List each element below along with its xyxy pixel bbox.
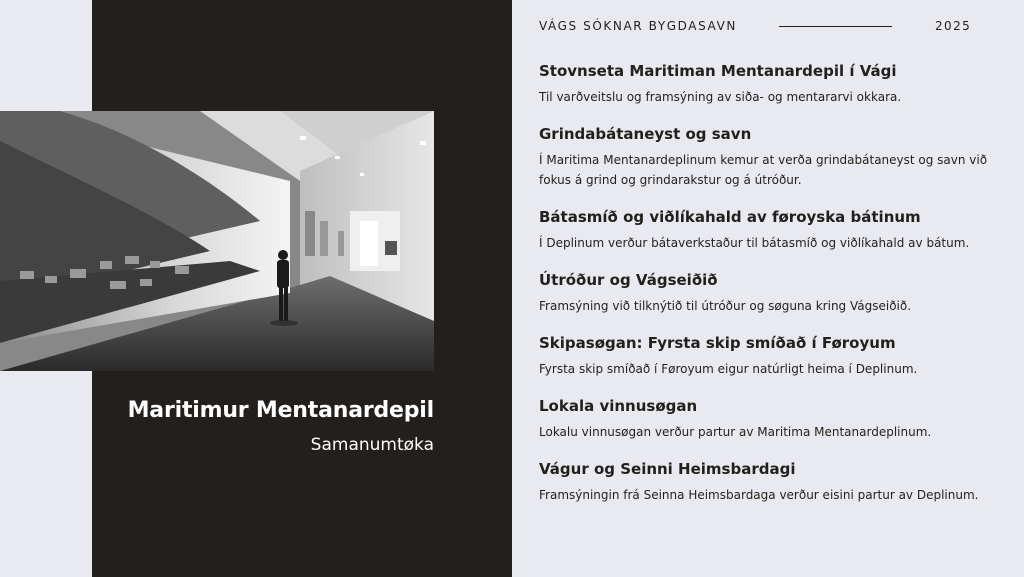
section-text: Til varðveitslu og framsýning av siða- og mentararvi okkara. bbox=[539, 90, 902, 104]
section-item bbox=[539, 125, 1009, 190]
section-item bbox=[539, 397, 1009, 442]
section-item bbox=[539, 62, 1009, 107]
section-item bbox=[539, 271, 1009, 316]
section-heading: Skipasøgan: Fyrsta skip smíðað í Føroyum bbox=[539, 334, 896, 352]
header-divider bbox=[779, 26, 892, 27]
section-text: Framsýning við tilknýtið til útróður og søguna kring Vágseiðið. bbox=[539, 299, 912, 313]
section-heading: Vágur og Seinni Heimsbardagi bbox=[539, 460, 796, 478]
hero-subtitle: Samanumtøka bbox=[310, 435, 434, 455]
section-item bbox=[539, 208, 1009, 253]
section-text: Í Maritima Mentanardeplinum kemur at verða grindabátaneyst og savn við fokus á grind og grindarakstur og á útróður. bbox=[539, 153, 988, 187]
section-heading: Bátasmíð og viðlíkahald av føroyska bátinum bbox=[539, 208, 921, 226]
sections-list bbox=[539, 62, 1009, 523]
hero-title: Maritimur Mentanardepil bbox=[127, 398, 434, 423]
section-item bbox=[539, 334, 1009, 379]
header-year: 2025 bbox=[935, 19, 972, 33]
section-text: Í Deplinum verður bátaverkstaður til bátasmíð og viðlíkahald av bátum. bbox=[539, 236, 970, 250]
museum-gallery-photo bbox=[0, 111, 434, 371]
section-text: Framsýningin frá Seinna Heimsbardaga verður eisini partur av Deplinum. bbox=[539, 488, 979, 502]
section-heading: Stovnseta Maritiman Mentanardepil í Vági bbox=[539, 62, 897, 80]
section-text: Fyrsta skip smíðað í Føroyum eigur natúrligt heima í Deplinum. bbox=[539, 362, 918, 376]
section-heading: Grindabátaneyst og savn bbox=[539, 125, 752, 143]
organization-name: VÁGS SÓKNAR BYGDASAVN bbox=[539, 19, 737, 33]
section-heading: Lokala vinnusøgan bbox=[539, 397, 698, 415]
section-text: Lokalu vinnusøgan verður partur av Maritima Mentanardeplinum. bbox=[539, 425, 932, 439]
section-heading: Útróður og Vágseiðið bbox=[539, 271, 718, 289]
section-item bbox=[539, 460, 1009, 505]
